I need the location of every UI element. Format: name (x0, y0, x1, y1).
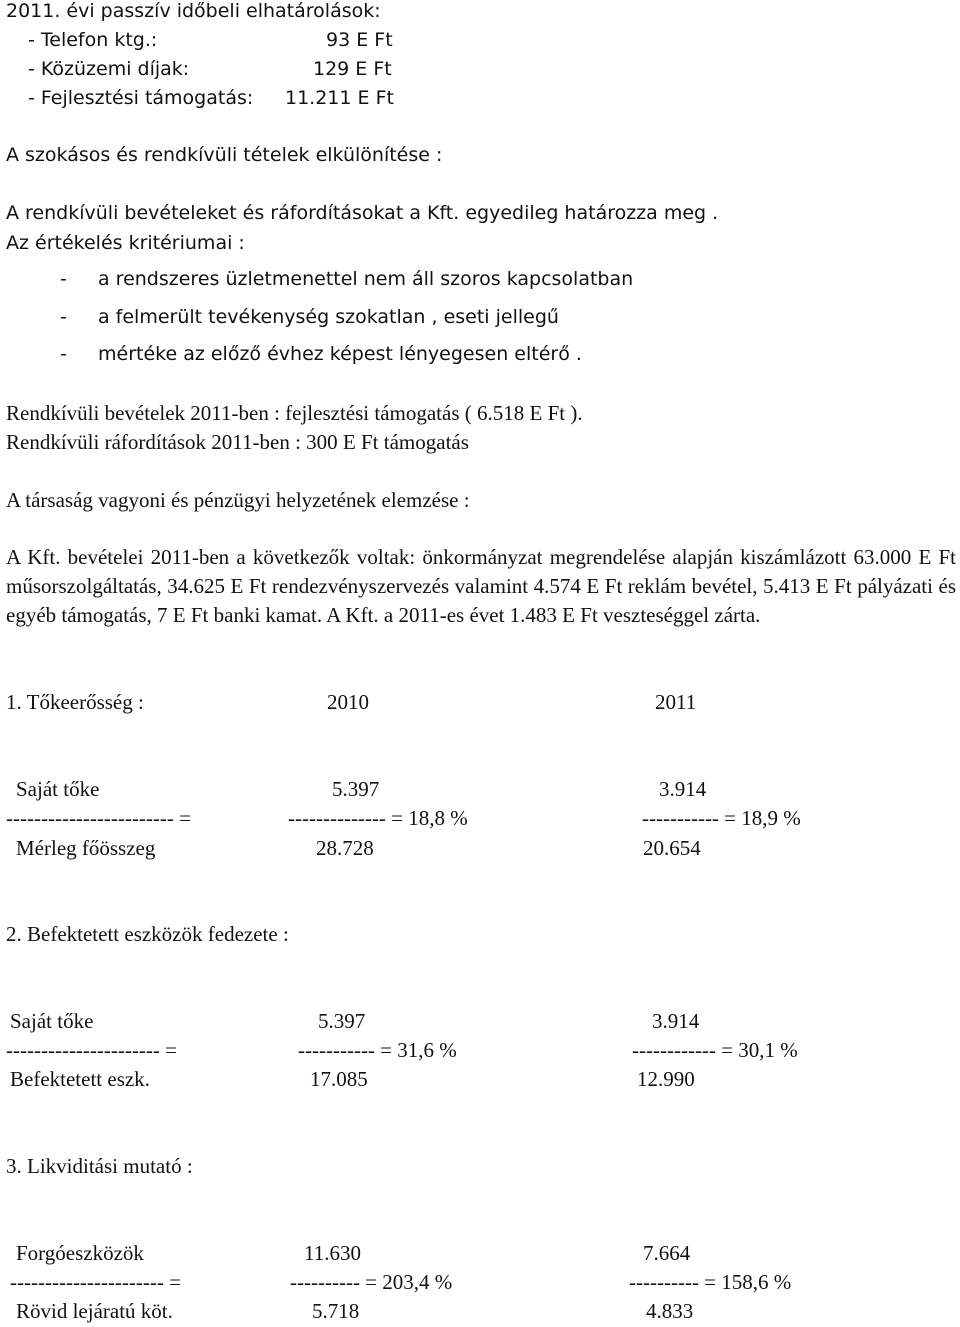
criteria-bullet: - (60, 306, 67, 328)
liquidity-numerator-2011: 7.664 (643, 1241, 691, 1265)
fixed-assets-numerator-label: Saját tőke (10, 1009, 94, 1033)
accrual-label-kozuzemi: - Közüzemi díjak: (28, 58, 190, 80)
liquidity-numerator-label: Forgóeszközök (16, 1241, 144, 1265)
criteria-bullet: - (60, 343, 67, 365)
accrual-value-fejlesztes: 11.211 E Ft (285, 87, 394, 109)
criteria-bullet: - (60, 268, 67, 290)
liquidity-numerator-2010: 11.630 (304, 1241, 361, 1265)
accrual-label-telefon: - Telefon ktg.: (28, 29, 158, 51)
extraordinary-expense: Rendkívüli ráfordítások 2011-ben : 300 E Ft támogatás (6, 430, 469, 454)
accrual-value-kozuzemi: 129 E Ft (313, 58, 392, 80)
fixed-assets-numerator-2011: 3.914 (652, 1009, 700, 1033)
year-2011-header: 2011 (655, 690, 697, 714)
fixed-assets-ratio-title: 2. Befektetett eszközök fedezete : (6, 922, 289, 946)
criteria-title: Az értékelés kritériumai : (6, 232, 245, 254)
equity-ratio-title: 1. Tőkeerősség : (6, 690, 144, 714)
equity-result-2010: -------------- = 18,8 % (288, 806, 468, 830)
equity-denominator-2011: 20.654 (643, 836, 701, 860)
accrual-label-fejlesztes: - Fejlesztési támogatás: (28, 87, 254, 109)
equity-numerator-2011: 3.914 (659, 777, 707, 801)
fixed-assets-fraction-line: ---------------------- = (6, 1038, 177, 1062)
fixed-assets-result-2010: ----------- = 31,6 % (298, 1038, 457, 1062)
equity-numerator-2010: 5.397 (332, 777, 380, 801)
year-2010-header: 2010 (327, 690, 369, 714)
liquidity-ratio-title: 3. Likviditási mutató : (6, 1154, 193, 1178)
criteria-item: a felmerült tevékenység szokatlan , eseti jellegű (98, 306, 559, 328)
liquidity-result-2011: ---------- = 158,6 % (629, 1270, 792, 1294)
analysis-paragraph: A Kft. bevételei 2011-ben a következők voltak: önkormányzat megrendelése alapján kiszámlázott 63.000 E Ft műsorszolgáltatás, 34.625 E Ft rendezvényszervezés valamint 4.574 E Ft reklám bevétel, 5.413 E Ft pályázati és egyéb támogatás, 7 E Ft banki kamat. A Kft. a 2011-es évet 1.483 E Ft veszteséggel zárta. (6, 545, 956, 627)
equity-denominator-label: Mérleg főösszeg (16, 836, 156, 860)
accrual-value-telefon: 93 E Ft (326, 29, 393, 51)
criteria-item: a rendszeres üzletmenettel nem áll szoros kapcsolatban (98, 268, 634, 290)
fixed-assets-result-2011: ------------ = 30,1 % (632, 1038, 798, 1062)
equity-numerator-label: Saját tőke (16, 777, 100, 801)
equity-result-2011: ----------- = 18,9 % (642, 806, 801, 830)
criteria-item: mértéke az előző évhez képest lényegesen eltérő . (98, 343, 582, 365)
fixed-assets-numerator-2010: 5.397 (318, 1009, 366, 1033)
separation-intro: A rendkívüli bevételeket és ráfordításokat a Kft. egyedileg határozza meg . (6, 202, 719, 224)
liquidity-result-2010: ---------- = 203,4 % (290, 1270, 453, 1294)
fixed-assets-denominator-2010: 17.085 (310, 1067, 368, 1091)
liquidity-denominator-label: Rövid lejáratú köt. (16, 1299, 173, 1323)
accruals-title: 2011. évi passzív időbeli elhatárolások: (6, 0, 381, 22)
liquidity-denominator-2010: 5.718 (312, 1299, 360, 1323)
analysis-heading: A társaság vagyoni és pénzügyi helyzetének elemzése : (6, 488, 470, 512)
extraordinary-income: Rendkívüli bevételek 2011-ben : fejlesztési támogatás ( 6.518 E Ft ). (6, 401, 583, 425)
liquidity-denominator-2011: 4.833 (646, 1299, 694, 1323)
liquidity-fraction-line: ---------------------- = (10, 1270, 181, 1294)
fixed-assets-denominator-2011: 12.990 (637, 1067, 695, 1091)
separation-heading: A szokásos és rendkívüli tételek elkülönítése : (6, 144, 443, 166)
fixed-assets-denominator-label: Befektetett eszk. (10, 1067, 150, 1091)
equity-fraction-line: ------------------------ = (6, 806, 191, 830)
equity-denominator-2010: 28.728 (316, 836, 374, 860)
